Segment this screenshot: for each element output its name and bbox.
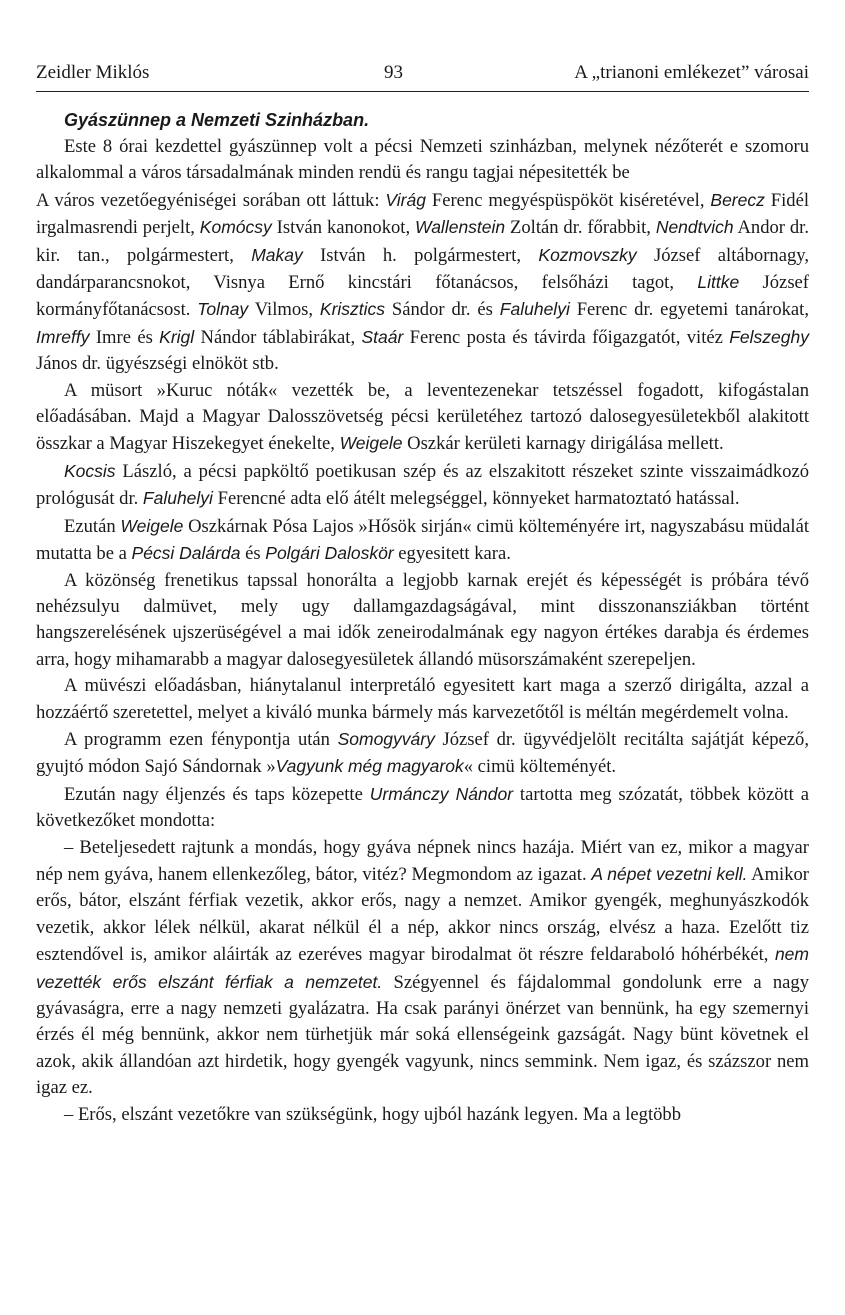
name-italic: Polgári Daloskör — [265, 543, 394, 564]
name-italic: Kocsis — [64, 460, 116, 481]
text-run: József dr. ügyvédjelölt recitálta sajátját képező, gyujtó módon Sajó Sándornak » — [36, 728, 809, 778]
text-run: Ezután — [64, 515, 121, 537]
name-italic: Tolnay — [197, 299, 249, 320]
text-run: Nándor táblabirákat, — [194, 326, 362, 348]
name-italic: Kozmovszky — [538, 244, 637, 265]
paragraph-applause: A közönség frenetikus tapssal honorálta a legjobb karnak erejét és képességét is próbára tévő nehézsulyu dalmüvet, mely ugy dallamgazdagságával, mint disszonansziákban történt hangszerelésének ujszerüségével a mai idők zeneirodalmának egy nagyon értékes darabja és érdemes arra, hogy mihamarabb a magyar dalosegyesületek állandó müsorszámaként szerepeljen. — [36, 569, 809, 670]
title-italic: Vagyunk még magyarok — [275, 756, 464, 777]
text-run: Ferencné adta elő átélt melegséggel, könnyeket harmatoztató hatással. — [212, 488, 740, 510]
name-italic: Faluhelyi — [142, 488, 213, 509]
name-italic: Felszeghy — [729, 326, 809, 347]
text-run: Zoltán dr. főrabbit, — [505, 217, 656, 239]
text-run: Oszkárnak Pósa Lajos »Hősök sirján« cimü költeményére irt, nagyszabásu müdalát mutatta be a — [36, 515, 810, 565]
text-run: egyesitett kara. — [393, 543, 511, 565]
name-italic: Makay — [251, 244, 303, 265]
paragraph-speech-intro — [36, 781, 809, 835]
text-run: József altábornagy, dandárparancsnokot, Visnya Ernő kincstári főtanácsos, felsőházi tagot, — [36, 244, 809, 294]
name-italic: Berecz — [710, 189, 765, 210]
text-run: Amikor erős, bátor, elszánt férfiak vezetik, akkor erős, nagy a nemzet. Amikor gyengék, meghunyászkodók vezetik, akkor lélek nélkül, akarat nélkül él a nép, akkor nincs ország, elvész a haza. Ezelőtt tiz esztendővel is, amikor aláirták az ezeréves magyar birodalmat öt részre feldaraboló hóhérbékét, — [36, 863, 809, 966]
text-run: István h. polgármestert, — [302, 244, 539, 266]
text-run: A programm ezen fénypontja után — [64, 728, 338, 750]
text-run: Ezután nagy éljenzés és taps közepette — [64, 783, 370, 805]
name-italic: Komócsy — [199, 217, 272, 238]
header-running-title: A „trianoni emlékezet” városai — [574, 62, 809, 83]
section-title: Gyászünnep a Nemzeti Szinházban. — [64, 110, 370, 130]
text-run: – Beteljesedett rajtunk a mondás, hogy gyáva népnek nincs hazája. Miért van ez, mikor a magyar nép nem gyáva, hanem ellenkezőleg, bátor, vitéz? Megmondom az igazat. — [36, 836, 809, 885]
paragraph-dignitaries — [36, 187, 809, 378]
text-run: József kormányfőtanácsost. — [36, 272, 809, 321]
text-run: Ferenc megyéspüspököt kiséretével, — [425, 189, 711, 211]
text-run: Fidél irgalmasrendi perjelt, — [36, 189, 809, 239]
paragraph-speech — [36, 835, 809, 1102]
paragraph-opening: Este 8 órai kezdettel gyászünnep volt a pécsi Nemzeti szinházban, melynek nézőterét e szomoru alkalommal a város társadalmának minden rendü és rangu tagjai népesitették be — [36, 136, 809, 184]
name-italic: Krigl — [159, 326, 195, 347]
text-run: A müsort »Kuruc nóták« vezették be, a leventezenekar tetszéssel fogadott, kifogástalan előadásában. Majd a Magyar Dalosszövetség pécsi kerületéhez tartozó dalosegyesületekből alakitott összkar a Magyar Hiszekegyet énekelte, — [36, 379, 809, 455]
name-italic: Staár — [361, 326, 404, 347]
name-italic: Somogyváry — [337, 728, 435, 749]
name-italic: Virág — [385, 189, 426, 210]
text-run: János dr. ügyészségi elnököt stb. — [36, 353, 279, 375]
paragraph-prologue — [36, 458, 809, 513]
paragraph-program — [36, 378, 809, 458]
text-run: « cimü költeményét. — [463, 756, 617, 778]
name-italic: Pécsi Dalárda — [131, 543, 241, 564]
text-run: Ferenc dr. egyetemi tanárokat, — [569, 299, 809, 321]
text-run: István kanonokot, — [271, 217, 415, 239]
paragraph-song — [36, 513, 809, 568]
text-run: és — [240, 543, 266, 565]
text-run: Szégyennel és fájdalommal gondolunk erre a nagy gyávaságra, erre a nagy nemzeti gyalázatra. Ha csak parányi önérzet van bennünk, ha egy szemernyi érzés él még bennünk, akkor nem türhetjük már soká ellenségeink gazságát. Nagy bünt követnek el azok, akik állandóan azt hirdetik, hogy gyengék vagyunk, nincs semmink. Nem igaz, és százszor nem igaz ez. — [36, 971, 809, 1099]
name-italic: Krisztics — [319, 299, 386, 320]
text-run: A város vezetőegyéniségei sorában ott láttuk: — [36, 189, 386, 211]
name-italic: Faluhelyi — [499, 299, 570, 320]
page-number: 93 — [384, 62, 403, 83]
emphasis-italic: nem vezették erős elszánt férfiak a nemzetet. — [36, 944, 809, 992]
name-italic: Imreffy — [36, 326, 90, 347]
name-italic: Wallenstein — [415, 217, 506, 238]
emphasis-italic: A népet vezetni kell. — [591, 863, 748, 884]
name-italic: Littke — [697, 272, 740, 293]
header-rule — [36, 91, 809, 92]
text-run: Sándor dr. és — [385, 299, 500, 321]
text-run: tartotta meg szózatát, többek között a következőket mondotta: — [36, 783, 809, 832]
paragraph-performance: A müvészi előadásban, hiánytalanul interpretáló egyesitett kart maga a szerző dirigálta, azzal a hozzáértő szeretettel, melyet a kiváló munka bármely más karvezetőtől is méltán megérdemelt volna. — [36, 675, 809, 723]
name-italic: Nendtvich — [655, 217, 734, 238]
text-run: Andor dr. kir. tan., polgármestert, — [36, 217, 809, 266]
paragraph-speech-continued: – Erős, elszánt vezetőkre van szükségünk, hogy ujból hazánk legyen. Ma a legtöbb — [64, 1103, 682, 1125]
page-body — [36, 108, 809, 1128]
running-header — [36, 62, 809, 86]
paragraph-recital — [36, 726, 809, 781]
text-run: László, a pécsi papköltő poetikusan szép és az elszakitott részeket szinte visszaimádkozó prológusát dr. — [36, 460, 809, 510]
text-run: Ferenc posta és távirda főigazgatót, vitéz — [403, 326, 730, 348]
text-run: Imre és — [89, 326, 160, 348]
text-run: Oszkár kerületi karnagy dirigálása mellett. — [402, 433, 724, 455]
name-italic: Weigele — [120, 515, 184, 536]
name-italic: Urmánczy Nándor — [369, 783, 514, 804]
name-italic: Weigele — [339, 433, 403, 454]
text-run: Vilmos, — [248, 299, 320, 321]
header-author: Zeidler Miklós — [36, 62, 150, 83]
